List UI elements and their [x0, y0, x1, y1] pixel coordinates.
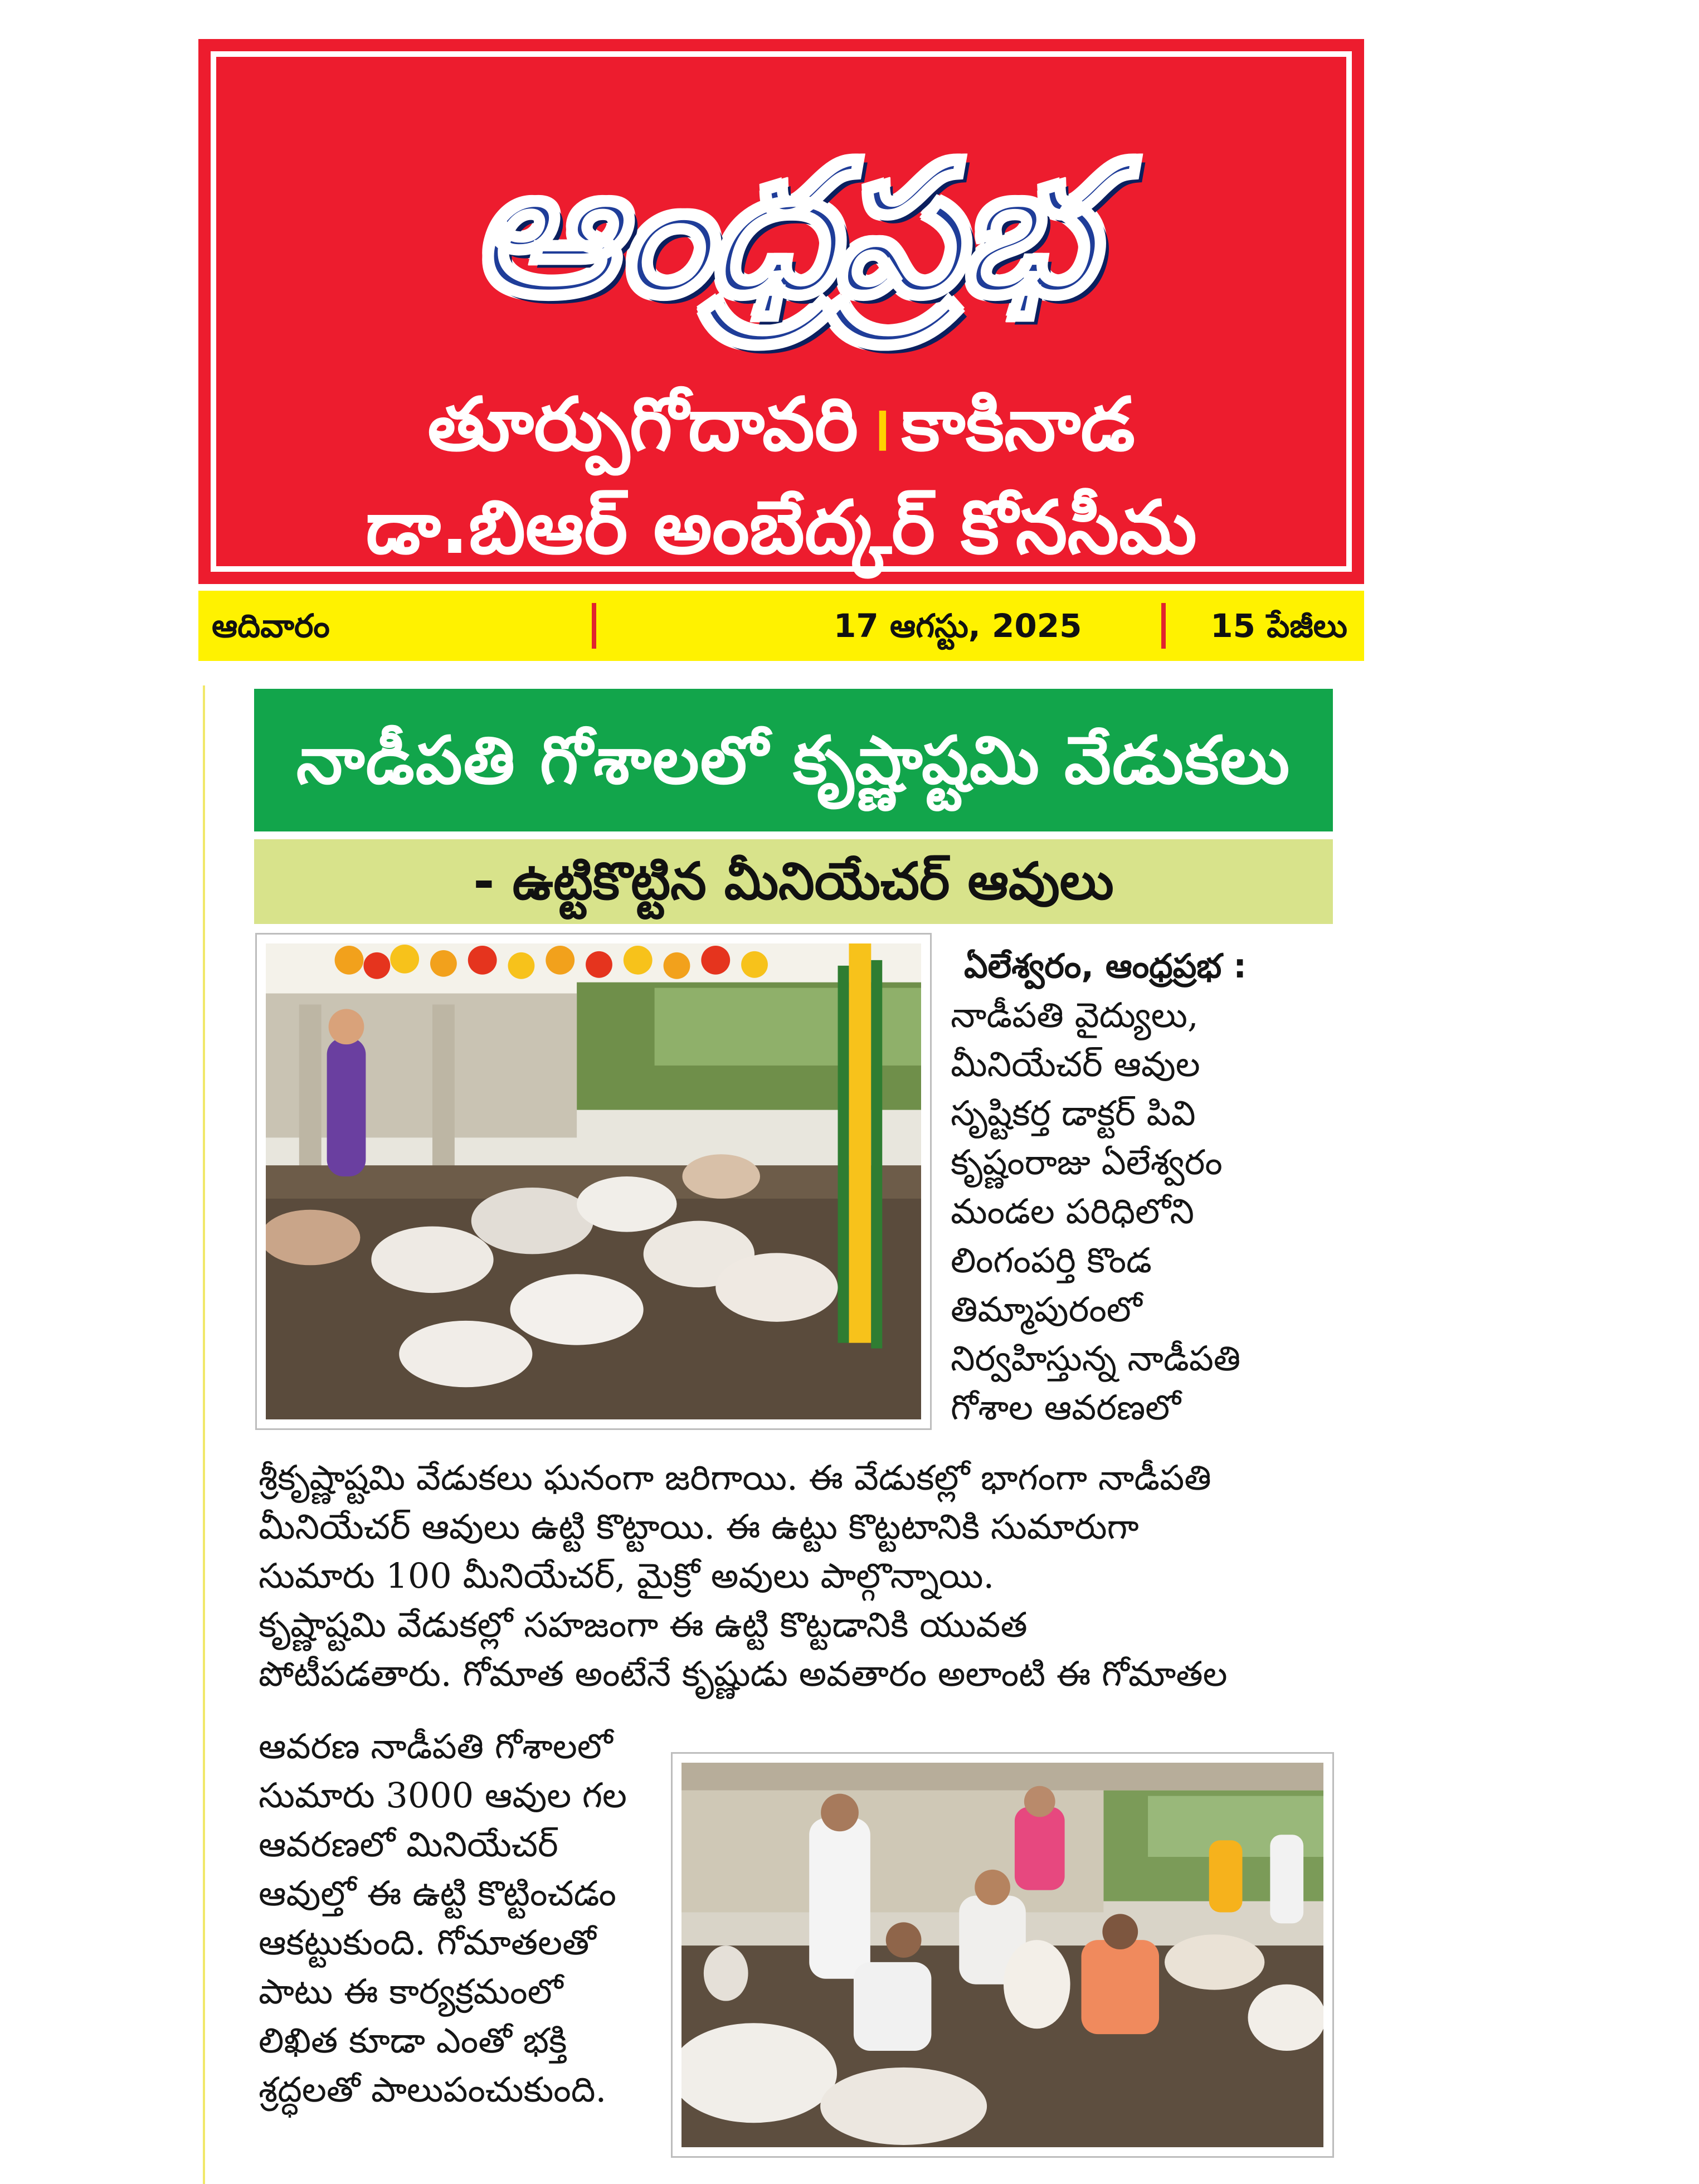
article-dateline: ఏలేశ్వరం, ఆంధ్రప్రభ : [964, 947, 1247, 986]
edition-regions-line2: డా.బిఆర్ అంబేద్కర్ కోనసీమ [366, 485, 1197, 571]
photo-cows-image [266, 943, 921, 1419]
photo-people-with-cows [681, 1763, 1323, 2147]
article-intro-column [951, 942, 1341, 1432]
region-east-godavari: తూర్పుగోదావరి [427, 382, 859, 468]
photo-people-frame [671, 1752, 1334, 2158]
article-subheadline: - ఉట్టికొట్టిన మీనియేచర్ ఆవులు [254, 839, 1333, 924]
masthead-border [211, 51, 1352, 572]
date-bar-divider [592, 603, 596, 649]
photo-people-image [681, 1763, 1323, 2147]
page-count: 15 పేజీలు [1210, 607, 1347, 645]
weekday: ఆదివారం [212, 607, 330, 645]
region-separator: । [868, 393, 892, 464]
masthead [198, 39, 1364, 584]
article-body-left: ఆవరణ నాడీపతి గోశాలలో సుమారు 3000 ఆవుల గల ఆవరణలో మినియేచర్ ఆవుల్తో ఈ ఉట్టి కొట్టించడం ఆకట్టుకుంది. గోమాతలతో పాటు ఈ కార్యక్రమంలో లిఖిత కూడా ఎంతో భక్తి శ్రద్ధలతో పాలుపంచుకుంది. [259, 1726, 627, 2110]
date-bar-divider [1161, 603, 1166, 649]
date-bar [198, 591, 1364, 661]
article-body-full: శ్రీకృష్ణాష్టమి వేడుకలు ఘనంగా జరిగాయి. ఈ వేడుకల్లో భాగంగా నాడీపతి మీనియేచర్ ఆవులు ఉట్టి కొట్టాయి. ఈ ఉట్టు కొట్టటానికి సుమారుగా సుమారు 100 మీనియేచర్, మైక్రో అవులు పాల్గొన్నాయి. కృష్ణాష్టమి వేడుకల్లో సహజంగా ఈ ఉట్టి కొట్టడానికి యువత పోటీపడతారు. గోమాత అంటేనే కృష్ణుడు అవతారం అలాంటి ఈ గోమాతల [259, 1457, 1228, 1694]
photo-cows-frame [255, 933, 932, 1430]
region-kakinada: కాకినాడ [901, 382, 1135, 468]
column-rule [203, 685, 205, 2184]
article-intro-text: నాడీపతి వైద్యులు, మీనియేచర్ ఆవుల సృష్టికర్త డాక్టర్ పివి కృష్ణంరాజు ఏలేశ్వరం మండల పరిధిలోని లింగంపర్తి కొండ తిమ్మాపురంలో నిర్వహిస్తున్న నాడీపతి గోశాల ఆవరణలో [951, 995, 1241, 1428]
issue-date: 17 ఆగస్టు, 2025 [834, 607, 1082, 645]
edition-regions-line1 [216, 380, 1346, 473]
photo-miniature-cows [266, 943, 921, 1419]
article-headline: నాడీపతి గోశాలలో కృష్ణాష్టమి వేడుకలు [254, 689, 1333, 831]
newspaper-logo: ఆంధ్రప్రభ [471, 123, 1092, 337]
